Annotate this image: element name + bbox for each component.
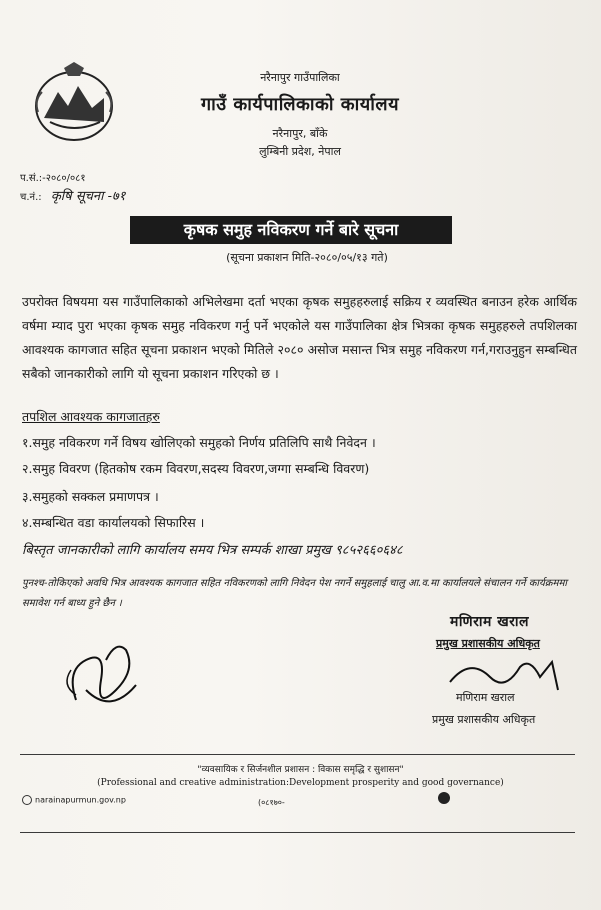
signatory-name: मणिराम खराल xyxy=(456,691,515,704)
globe-icon xyxy=(22,795,32,805)
document-item: २.समुह विवरण (हितकोष रकम विवरण,सदस्य विवरण,जग्गा सम्बन्धि विवरण) xyxy=(22,461,370,476)
municipality-name: नरैनापुर गाउँपालिका xyxy=(260,71,340,84)
office-address: नरैनापुर, बाँके xyxy=(272,127,328,140)
stamp-title: प्रमुख प्रशासकीय अधिकृत xyxy=(436,637,540,650)
signatory-title: प्रमुख प्रशासकीय अधिकृत xyxy=(432,713,536,726)
postscript-note: पुनश्च-तोकिएको अवधि भित्र आवश्यक कागजात सहित नविकरणको लागि निवेदन पेश नगर्ने समुहलाई चालु आ.व.मा कार्यालयले संचालन गर्ने कार्यक्रममा समावेश गर्न बाध्य हुने छैन । xyxy=(22,578,568,609)
footer-divider xyxy=(20,754,575,755)
handwritten-signature-left xyxy=(56,630,156,720)
website-text: narainapurmun.gov.np xyxy=(35,795,126,805)
document-item: १.समुह नविकरण गर्ने विषय खोलिएको समुहको निर्णय प्रतिलिपि साथै निवेदन । xyxy=(22,435,376,450)
required-documents-heading: तपशिल आवश्यक कागजातहरु xyxy=(22,409,160,424)
phone-number: (०८१७०- xyxy=(258,798,285,807)
reference-number: प.सं.:-२०८०/०८१ xyxy=(20,173,86,184)
stamp-name: मणिराम खराल xyxy=(450,614,530,630)
publication-date: (सूचना प्रकाशन मिति-२०८०/०५/१३ गते) xyxy=(226,251,388,264)
bottom-divider xyxy=(20,832,575,833)
contact-info: बिस्तृत जानकारीको लागि कार्यालय समय भित्र सम्पर्क शाखा प्रमुख ९८५२६६०६४८ xyxy=(22,543,403,558)
motto-english: (Professional and creative administration:Development prosperity and good governance) xyxy=(97,778,504,788)
motto-nepali: "व्यवसायिक र सिर्जनशील प्रशासन : विकास समृद्धि र सुशासन" xyxy=(197,765,404,775)
social-icon xyxy=(438,792,450,804)
document-item: ३.समुहको सक्कल प्रमाणपत्र । xyxy=(22,489,159,504)
notice-body: उपरोक्त विषयमा यस गाउँपालिकाको अभिलेखमा दर्ता भएका कृषक समुहहरुलाई सक्रिय र व्यवस्थित बनाउन हरेक आर्थिक वर्षमा म्याद पुरा भएका कृषक समुह नविकरण गर्नु पर्ने भएकोले यस गाउँपालिका क्षेत्र भित्रका कृषक समुहहरुले तपशिलका आवश्यक कागजात सहित सूचना प्रकाशन भएको मितिले २०८० असोज मसान्त भित्र समुह नविकरण गर्न,गराउनुहुन सम्बन्धित सबैको जानकारीको लागि यो सूचना प्रकाशन गरिएको छ । xyxy=(22,294,577,381)
dispatch-number xyxy=(20,186,126,204)
dispatch-handwritten-value: कृषि सूचना -७१ xyxy=(50,189,126,204)
document-item: ४.सम्बन्धित वडा कार्यालयको सिफारिस । xyxy=(22,515,205,530)
notice-title: कृषक समुह नविकरण गर्ने बारे सूचना xyxy=(130,216,452,244)
province-name: लुम्बिनी प्रदेश, नेपाल xyxy=(259,145,341,158)
dispatch-label: च.नं.: xyxy=(20,192,42,203)
office-name: गाउँ कार्यपालिकाको कार्यालय xyxy=(200,94,400,115)
website xyxy=(22,795,126,805)
nepal-emblem-icon xyxy=(30,62,118,146)
